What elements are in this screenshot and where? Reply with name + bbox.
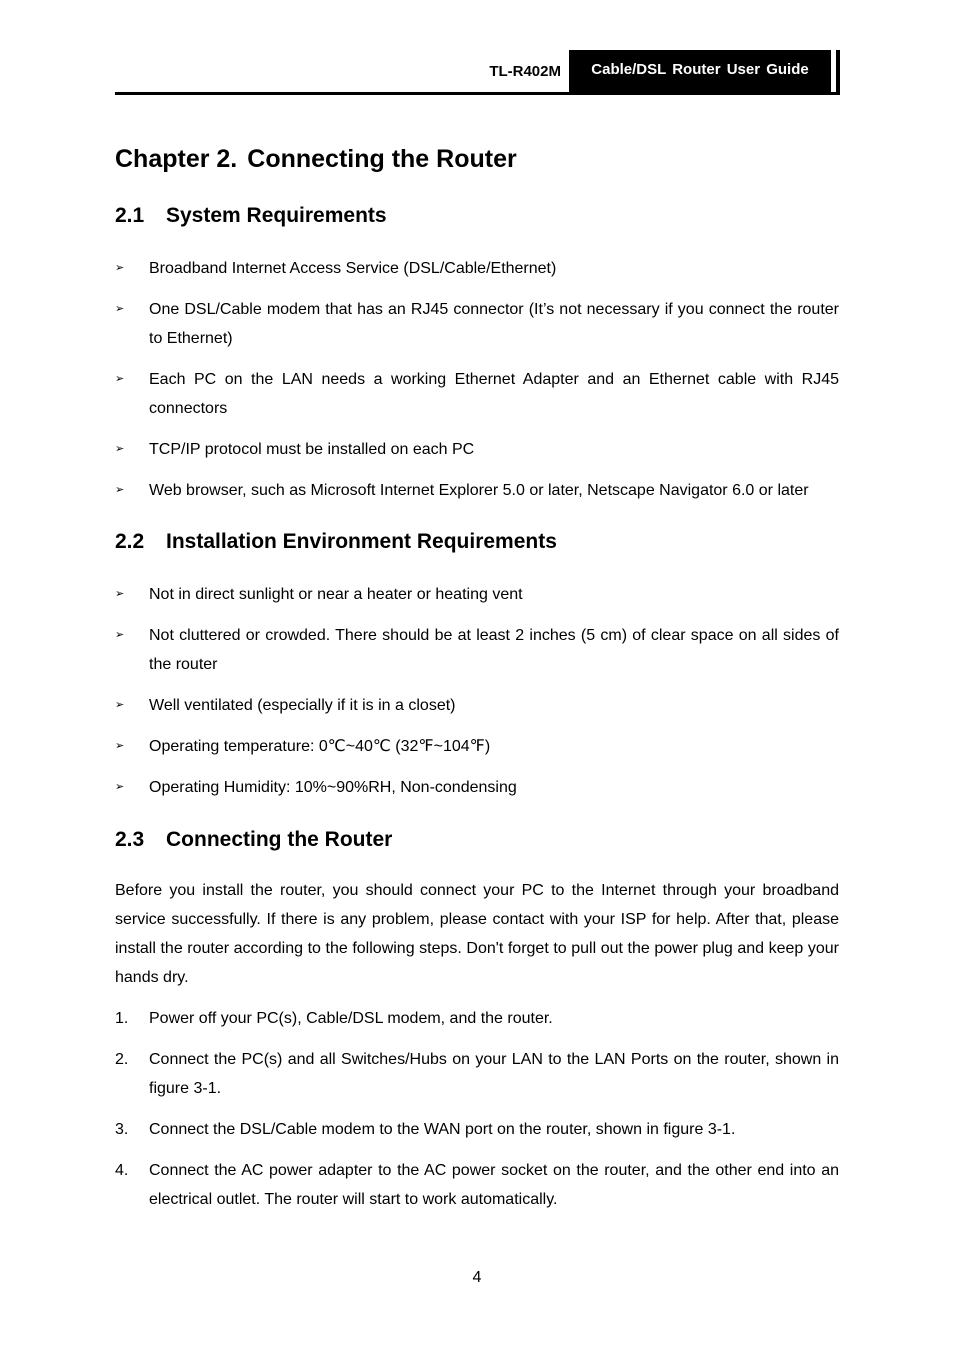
chapter-number: Chapter 2. bbox=[115, 145, 238, 173]
list-item: ➢ Operating temperature: 0℃~40℃ (32℉~104℉) bbox=[115, 732, 839, 761]
header-divider-dark bbox=[836, 50, 840, 95]
list-item: ➢ One DSL/Cable modem that has an RJ45 connector (It’s not necessary if you connect the router to Ethernet) bbox=[115, 295, 839, 353]
list-item: 3. Connect the DSL/Cable modem to the WAN port on the router, shown in figure 3-1. bbox=[115, 1115, 839, 1144]
section-number: 2.2 bbox=[115, 530, 145, 553]
bullet-arrow-icon: ➢ bbox=[115, 629, 125, 641]
bullet-arrow-icon: ➢ bbox=[115, 781, 125, 793]
bullet-arrow-icon: ➢ bbox=[115, 373, 125, 385]
header-model: TL-R402M bbox=[489, 63, 561, 80]
section-number: 2.1 bbox=[115, 204, 145, 227]
step-number: 3. bbox=[115, 1121, 129, 1138]
bullet-arrow-icon: ➢ bbox=[115, 588, 125, 600]
page-header bbox=[115, 50, 840, 95]
intro-paragraph: Before you install the router, you should connect your PC to the Internet through your broadband service successfully. If there is any problem, please contact with your ISP for help. After that, please install the router according to the following steps. Don't forget to pull out the power plug and keep your hands dry. bbox=[115, 882, 839, 986]
list-item: ➢ Web browser, such as Microsoft Internet Explorer 5.0 or later, Netscape Navigator 6.0 or later bbox=[115, 476, 839, 505]
installation-steps-list bbox=[115, 1004, 839, 1226]
header-divider-light bbox=[832, 50, 834, 92]
bullet-arrow-icon: ➢ bbox=[115, 699, 125, 711]
list-item: ➢ Broadband Internet Access Service (DSL/Cable/Ethernet) bbox=[115, 254, 839, 283]
list-item: ➢ TCP/IP protocol must be installed on each PC bbox=[115, 435, 839, 464]
bullet-arrow-icon: ➢ bbox=[115, 262, 125, 274]
section-title: System Requirements bbox=[166, 204, 387, 227]
bullet-arrow-icon: ➢ bbox=[115, 740, 125, 752]
section-number: 2.3 bbox=[115, 828, 145, 851]
system-requirements-list bbox=[115, 254, 839, 517]
step-number: 1. bbox=[115, 1010, 129, 1027]
header-guide-title: Cable/DSL Router User Guide bbox=[569, 50, 831, 92]
step-number: 2. bbox=[115, 1051, 129, 1068]
chapter-title bbox=[115, 145, 517, 174]
section-title: Connecting the Router bbox=[166, 828, 393, 851]
bullet-arrow-icon: ➢ bbox=[115, 443, 125, 455]
list-item: ➢ Operating Humidity: 10%~90%RH, Non-condensing bbox=[115, 773, 839, 802]
list-item: 1. Power off your PC(s), Cable/DSL modem, and the router. bbox=[115, 1004, 839, 1033]
installation-environment-list bbox=[115, 580, 839, 814]
chapter-title-text: Connecting the Router bbox=[247, 145, 517, 173]
list-item: 4. Connect the AC power adapter to the AC power socket on the router, and the other end into an electrical outlet. The router will start to work automatically. bbox=[115, 1156, 839, 1214]
list-item: 2. Connect the PC(s) and all Switches/Hubs on your LAN to the LAN Ports on the router, shown in figure 3-1. bbox=[115, 1045, 839, 1103]
list-item: ➢ Well ventilated (especially if it is in a closet) bbox=[115, 691, 839, 720]
section-heading-system-requirements bbox=[115, 204, 387, 228]
bullet-arrow-icon: ➢ bbox=[115, 303, 125, 315]
section-heading-installation-environment bbox=[115, 530, 557, 554]
list-item: ➢ Each PC on the LAN needs a working Ethernet Adapter and an Ethernet cable with RJ45 connectors bbox=[115, 365, 839, 423]
page-number: 4 bbox=[472, 1269, 482, 1286]
section-heading-connecting-router bbox=[115, 828, 392, 852]
list-item: ➢ Not cluttered or crowded. There should be at least 2 inches (5 cm) of clear space on all sides of the router bbox=[115, 621, 839, 679]
section-title: Installation Environment Requirements bbox=[166, 530, 557, 553]
list-item: ➢ Not in direct sunlight or near a heater or heating vent bbox=[115, 580, 839, 609]
header-rule bbox=[115, 92, 840, 95]
step-number: 4. bbox=[115, 1162, 129, 1179]
bullet-arrow-icon: ➢ bbox=[115, 484, 125, 496]
